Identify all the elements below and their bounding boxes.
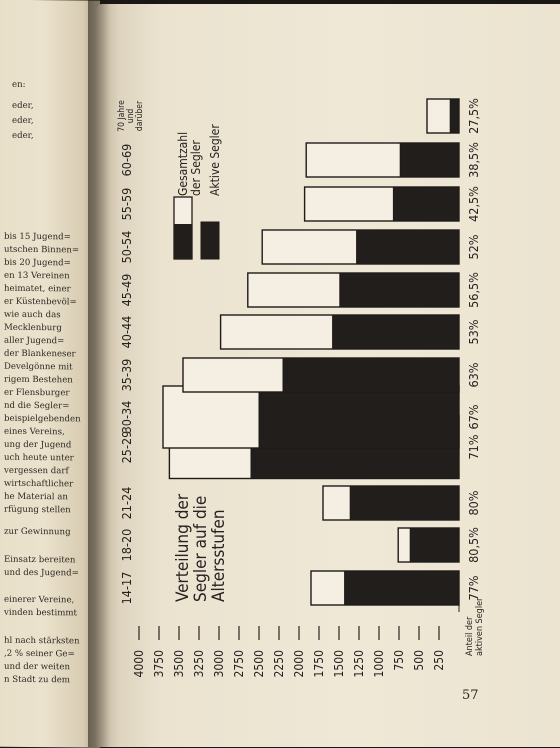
left-page-text-line: he Material an	[4, 491, 68, 503]
share-label: 53%	[466, 319, 481, 345]
value-axis-tick-label: 2500	[252, 650, 266, 678]
left-page-text-line: und der weiten	[4, 661, 70, 673]
left-page-text-line: eder,	[12, 130, 34, 142]
legend-swatch-total-active-part	[174, 224, 192, 259]
value-axis-tick-label: 3500	[172, 650, 186, 678]
bar-active	[340, 273, 459, 307]
share-label: 71%	[466, 434, 481, 460]
share-label: 63%	[466, 362, 481, 388]
left-page-text-line: vergessen darf	[4, 465, 69, 477]
share-label: 77%	[466, 575, 481, 601]
left-page-text-line: n Stadt zu dem	[4, 674, 70, 686]
left-page-text-line: eines Vereins,	[4, 426, 65, 438]
category-label-70-part: 70 Jahre	[117, 100, 127, 132]
left-page-text-line: uch heute unter	[4, 452, 74, 464]
left-page-text-line: en 13 Vereinen	[4, 270, 70, 282]
category-label: 25-29	[119, 430, 134, 464]
share-axis-label-line2: aktiven Segler	[475, 597, 485, 656]
bar-active	[259, 386, 459, 448]
value-axis-tick-label: 3250	[192, 650, 206, 678]
left-page-text-line: aller Jugend=	[4, 335, 65, 347]
left-page-text-line: zur Gewinnung	[4, 526, 71, 538]
bar-active	[450, 99, 459, 133]
category-label: 14-17	[119, 571, 134, 605]
share-label: 80,5%	[466, 527, 481, 563]
left-page-text-line: en:	[12, 79, 26, 90]
value-axis-tick-label: 2750	[232, 650, 246, 678]
left-page-text-line: und des Jugend=	[4, 567, 79, 579]
chart-title-line: Segler auf die	[191, 495, 211, 602]
value-axis-tick-label: 1250	[352, 650, 366, 678]
value-axis-tick-label: 4000	[132, 650, 146, 678]
left-page-text-line: ung der Jugend	[4, 439, 72, 451]
value-axis-tick-label: 1750	[312, 650, 326, 678]
category-label: 55-59	[119, 187, 134, 221]
category-label: 60-69	[119, 143, 134, 177]
page-number: 57	[462, 688, 479, 703]
value-axis-tick-label: 3750	[152, 650, 166, 678]
left-page-text-line: nd die Segler=	[4, 400, 70, 412]
bar-active	[283, 358, 459, 392]
category-label: 50-54	[119, 230, 134, 264]
left-page-text-line: wie auch das	[4, 309, 61, 321]
category-label: 21-24	[119, 486, 134, 520]
left-page-text-line: er Flensburger	[4, 387, 70, 399]
chart-title-line: Altersstufen	[209, 509, 229, 602]
chart-title-line: Verteilung der	[173, 493, 193, 602]
left-page-text-line: rigem Bestehen	[4, 374, 73, 386]
left-page-text-line: heimatet, einer	[4, 283, 71, 295]
share-label: 42,5%	[466, 186, 481, 222]
left-page-text-line: bis 20 Jugend=	[4, 257, 71, 269]
share-label: 56,5%	[466, 272, 481, 308]
legend-label-total-line2: der Segler	[189, 140, 203, 196]
category-label-70-part: und	[126, 108, 136, 124]
category-label: 45-49	[119, 273, 134, 307]
left-page-text-line: vinden bestimmt	[4, 607, 77, 619]
value-axis-tick-label: 2000	[292, 650, 306, 678]
left-page-text-line: eder,	[12, 100, 34, 112]
value-axis-tick-label: 500	[412, 650, 426, 671]
bar-active	[393, 187, 459, 221]
bar-active	[410, 528, 459, 562]
category-label: 40-44	[119, 315, 134, 349]
left-page-text-line: Einsatz bereiten	[4, 554, 76, 566]
category-label: 18-20	[119, 528, 134, 562]
bar-active	[333, 315, 459, 349]
left-page-text-line: wirtschaftlicher	[4, 478, 74, 490]
left-page-text-line: einerer Vereine,	[4, 594, 75, 606]
left-page-text-line: bis 15 Jugend=	[4, 231, 71, 243]
left-page-text-line: rfügung stellen	[4, 504, 71, 516]
left-page-text-line: beispielgebenden	[4, 413, 81, 425]
category-label: 30-34	[119, 400, 134, 434]
share-label: 52%	[466, 234, 481, 260]
left-page-text-line: der Blankeneser	[4, 348, 76, 360]
left-page-text-line: Mecklenburg	[4, 322, 62, 334]
legend-swatch-active	[201, 222, 219, 259]
left-page-text-line: utschen Binnen=	[4, 244, 80, 256]
share-label: 38,5%	[466, 142, 481, 178]
category-label-70-part: darüber	[135, 100, 145, 132]
value-axis-tick-label: 2250	[272, 650, 286, 678]
bar-active	[345, 571, 459, 605]
category-label: 35-39	[119, 358, 134, 392]
left-page-text-line: Develgönne mit	[4, 361, 73, 373]
bar-active	[357, 230, 459, 264]
bar-active	[400, 143, 459, 177]
share-label: 67%	[466, 404, 481, 430]
share-label: 27,5%	[466, 98, 481, 134]
bar-active	[350, 486, 459, 520]
left-page-text-line: hl nach stärksten	[4, 635, 80, 647]
legend-label-active: Aktive Segler	[208, 124, 222, 196]
left-page-text-line: eder,	[12, 115, 34, 127]
share-axis-label-line1: Anteil der	[465, 616, 475, 656]
left-page-text-line: ,2 % seiner Ge=	[4, 648, 75, 660]
value-axis-tick-label: 1000	[372, 650, 386, 678]
value-axis-tick-label: 1500	[332, 650, 346, 678]
left-page-text-line: er Küstenbevöl=	[4, 296, 77, 308]
share-label: 80%	[466, 490, 481, 516]
value-axis-tick-label: 250	[432, 650, 446, 671]
value-axis-tick-label: 750	[392, 650, 406, 671]
value-axis-tick-label: 3000	[212, 650, 226, 678]
legend-label-total-line1: Gesamtzahl	[176, 131, 190, 196]
